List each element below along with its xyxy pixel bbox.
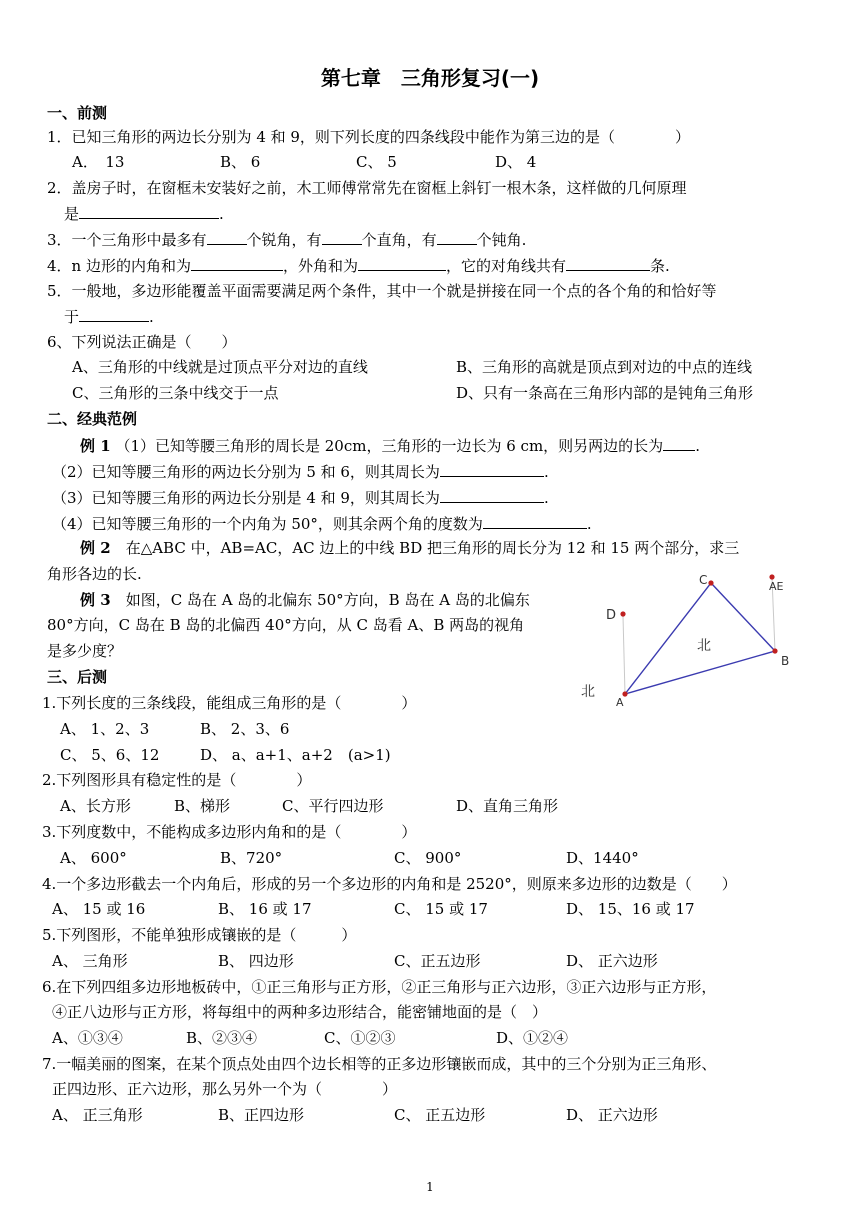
pre-q5-line2: 于 . <box>64 308 154 326</box>
blank <box>79 306 149 322</box>
pre-q3-text-a: 3．一个三角形中最多有 <box>47 231 207 249</box>
option-a: A、 15 或 16 <box>52 900 146 918</box>
point-d <box>620 611 625 616</box>
option-b: B、 16 或 17 <box>218 900 312 918</box>
blank <box>358 255 446 271</box>
example-1-part2-text: （2）已知等腰三角形的两边长分别为 5 和 6，则其周长为 <box>52 463 440 481</box>
pre-q6: 6、下列说法正确是（ ） <box>47 333 237 351</box>
blank <box>663 435 695 451</box>
north-line-a <box>623 616 625 694</box>
option-c: C、平行四边形 <box>282 797 384 815</box>
example-2-label: 例 2 <box>80 539 111 557</box>
point-b <box>772 648 777 653</box>
label-a: A <box>616 696 624 709</box>
option-b: B、正四边形 <box>218 1106 305 1124</box>
option-d: D、 正六边形 <box>566 1106 658 1124</box>
example-2-text: 在△ABC 中，AB=AC，AC 边上的中线 BD 把三角形的周长分为 12 和 15 两个部分，求三 <box>125 539 740 557</box>
blank <box>483 513 587 529</box>
label-ae: AE <box>769 580 784 593</box>
blank <box>437 229 477 245</box>
pre-q3 <box>47 229 526 250</box>
option-c: C、 900° <box>394 849 462 867</box>
blank <box>440 461 544 477</box>
pre-q4-text-c: ，它的对角线共有 <box>446 257 567 275</box>
label-b: B <box>781 654 790 668</box>
example-1-part3-text: （3）已知等腰三角形的两边长分别是 4 和 9，则其周长为 <box>52 489 440 507</box>
pre-q4-text-d: 条. <box>650 257 670 275</box>
example-1-text: （1）已知等腰三角形的周长是 20cm，三角形的一边长为 6 cm，则另两边的长为 <box>115 437 664 455</box>
pre-q1: 1．已知三角形的两边长分别为 4 和 9，则下列长度的四条线段中能作为第三边的是（ ） <box>47 128 690 146</box>
blank <box>207 229 247 245</box>
pre-q4 <box>47 255 670 276</box>
option-c: C、 15 或 17 <box>394 900 488 918</box>
example-1-part3: （3）已知等腰三角形的两边长分别是 4 和 9，则其周长为 . <box>52 489 549 507</box>
pre-q2-line2: 是 . <box>64 205 224 223</box>
pre-q3-text-c: 个直角，有 <box>361 231 437 249</box>
label-north-2: 北 <box>581 684 595 700</box>
option-b: B、 四边形 <box>218 952 294 970</box>
post-q6-line1: 6.在下列四组多边形地板砖中，①正三角形与正方形，②正三角形与正六边形，③正六边形与正方形， <box>42 978 717 996</box>
option-b: B、梯形 <box>174 797 231 815</box>
option-b: B、 2、3、6 <box>200 720 290 738</box>
option-a: A、长方形 <box>60 797 131 815</box>
option-a: A、①③④ <box>52 1029 123 1047</box>
option-c: C、①②③ <box>324 1029 396 1047</box>
option-b: B、720° <box>220 849 283 867</box>
example-1-part2: （2）已知等腰三角形的两边长分别为 5 和 6，则其周长为 . <box>52 463 549 481</box>
option-a: A、 1、2、3 <box>60 720 150 738</box>
option-b: B、 6 <box>220 153 261 171</box>
example-1-part4-text: （4）已知等腰三角形的一个内角为 50°，则其余两个角的度数为 <box>52 515 483 533</box>
option-a: A、 600° <box>60 849 127 867</box>
example-2 <box>80 538 739 558</box>
option-d: D、 正六边形 <box>566 952 658 970</box>
blank <box>79 203 219 219</box>
point-c <box>708 580 713 585</box>
label-north-1: 北 <box>697 638 711 654</box>
post-q7-line2: 正四边形、正六边形，那么另外一个为（ ） <box>52 1080 398 1098</box>
example-3-line3: 是多少度？ <box>47 642 123 660</box>
example-1-label: 例 1 <box>80 437 111 455</box>
option-d: D、①②④ <box>496 1029 569 1047</box>
blank <box>322 229 362 245</box>
section-posttest: 三、后测 <box>47 668 108 686</box>
post-q2: 2.下列图形具有稳定性的是（ ） <box>42 771 312 789</box>
option-d: D、直角三角形 <box>456 797 559 815</box>
option-d: D、 4 <box>495 153 537 171</box>
blank <box>566 255 650 271</box>
example-3 <box>80 590 530 610</box>
section-examples: 二、经典范例 <box>47 410 138 428</box>
option-b: B、②③④ <box>186 1029 258 1047</box>
option-c: C、 5、6、12 <box>60 746 160 764</box>
page-title: 第七章 三角形复习(一) <box>320 66 540 90</box>
option-a: A、 三角形 <box>52 952 128 970</box>
example-3-line2: 80°方向，C 岛在 B 岛的北偏西 40°方向，从 C 岛看 A、B 两岛的视角 <box>47 616 525 634</box>
post-q6-line2: ④正八边形与正方形，将每组中的两种多边形结合，能密铺地面的是（ ） <box>52 1003 548 1021</box>
page-number: 1 <box>426 1180 434 1194</box>
option-d: D、 a、a+1、a+2 (a>1) <box>200 746 391 764</box>
option-c: C、 5 <box>356 153 397 171</box>
post-q3: 3.下列度数中，不能构成多边形内角和的是（ ） <box>42 823 417 841</box>
post-q1: 1.下列长度的三条线段，能组成三角形的是（ ） <box>42 694 417 712</box>
label-c: C <box>699 573 708 587</box>
option-c: C、正五边形 <box>394 952 481 970</box>
example-2-line2: 角形各边的长. <box>47 565 142 583</box>
option-d: D、1440° <box>566 849 639 867</box>
blank <box>440 487 544 503</box>
option-c: C、 正五边形 <box>394 1106 486 1124</box>
post-q7-line1: 7.一幅美丽的图案，在某个顶点处由四个边长相等的正多边形镶嵌而成，其中的三个分别为正三角形、 <box>42 1055 717 1073</box>
pre-q3-text-b: 个锐角，有 <box>246 231 322 249</box>
pre-q2-line1: 2．盖房子时，在窗框未安装好之前，木工师傅常常先在窗框上斜钉一根木条，这样做的几何原理 <box>47 179 687 197</box>
pre-q2-text: 是 <box>64 205 80 223</box>
pre-q6-option-d: D、只有一条高在三角形内部的是钝角三角形 <box>456 384 754 402</box>
example-3-label: 例 3 <box>80 591 111 609</box>
pre-q6-option-a: A、三角形的中线就是过顶点平分对边的直线 <box>72 358 368 376</box>
example-1: 例 1 （1）已知等腰三角形的周长是 20cm，三角形的一边长为 6 cm，则另两边的长为 . <box>80 437 700 455</box>
pre-q6-option-b: B、三角形的高就是顶点到对边的中点的连线 <box>456 358 753 376</box>
pre-q6-option-c: C、三角形的三条中线交于一点 <box>72 384 279 402</box>
post-q5: 5.下列图形，不能单独形成镶嵌的是（ ） <box>42 926 357 944</box>
example-1-part4: （4）已知等腰三角形的一个内角为 50°，则其余两个角的度数为 . <box>52 515 592 533</box>
option-a: A． 13 <box>72 153 125 171</box>
label-d: D <box>606 608 617 623</box>
option-a: A、 正三角形 <box>52 1106 143 1124</box>
blank <box>191 255 283 271</box>
section-pretest: 一、前测 <box>47 104 108 122</box>
post-q4: 4.一个多边形截去一个内角后，形成的另一个多边形的内角和是 2520°，则原来多边形的边数是（ ） <box>42 875 737 893</box>
pre-q4-text-b: ，外角和为 <box>282 257 358 275</box>
pre-q4-text-a: 4．n 边形的内角和为 <box>47 257 191 275</box>
option-d: D、 15、16 或 17 <box>566 900 695 918</box>
pre-q5-text: 于 <box>64 308 80 326</box>
triangle-figure <box>575 566 815 716</box>
point-e <box>769 574 774 579</box>
example-3-text: 如图，C 岛在 A 岛的北偏东 50°方向，B 岛在 A 岛的北偏东 <box>125 591 530 609</box>
pre-q3-text-d: 个钝角. <box>476 231 527 249</box>
pre-q5-line1: 5．一般地，多边形能覆盖平面需要满足两个条件，其中一个就是拼接在同一个点的各个角的和恰好等 <box>47 282 717 300</box>
